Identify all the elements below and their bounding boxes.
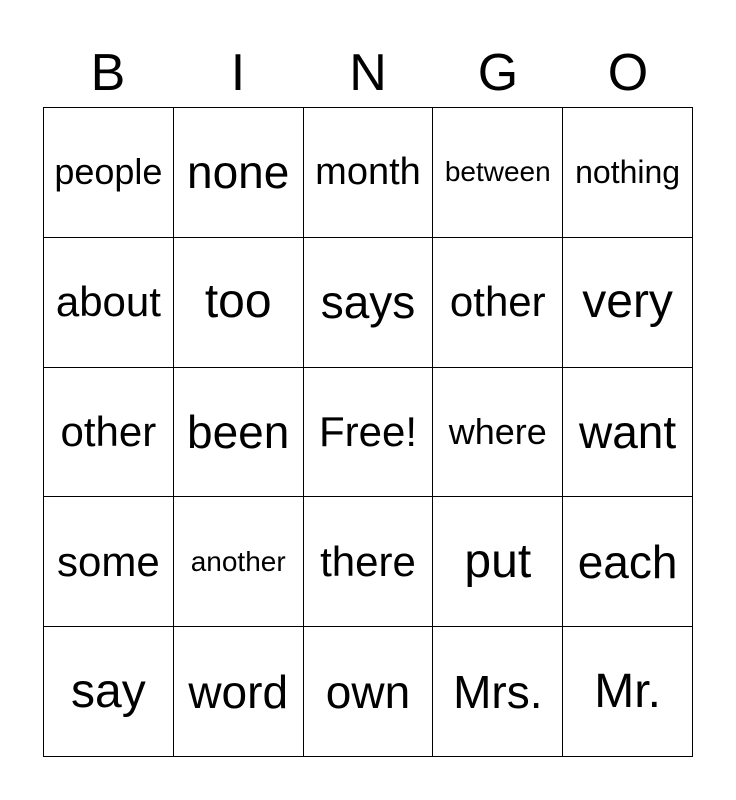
header-letter-b: B [90,44,126,102]
bingo-cell-r2c1[interactable]: about [44,238,174,368]
bingo-cell-r2c5[interactable]: very [563,238,693,368]
bingo-cell-free[interactable]: Free! [304,368,434,498]
bingo-cell-r1c4[interactable]: between [433,108,563,238]
bingo-cell-r1c5[interactable]: nothing [563,108,693,238]
bingo-cell-r3c5[interactable]: want [563,368,693,498]
bingo-cell-r2c4[interactable]: other [433,238,563,368]
bingo-cell-r5c2[interactable]: word [174,627,304,757]
bingo-cell-r5c3[interactable]: own [304,627,434,757]
bingo-cell-r4c3[interactable]: there [304,497,434,627]
bingo-cell-r3c4[interactable]: where [433,368,563,498]
bingo-cell-r2c3[interactable]: says [304,238,434,368]
bingo-cell-r2c2[interactable]: too [174,238,304,368]
bingo-cell-r4c5[interactable]: each [563,497,693,627]
header-letter-o: O [607,44,649,102]
header-letter-i: I [230,44,246,102]
bingo-cell-r3c1[interactable]: other [44,368,174,498]
bingo-cell-r5c4[interactable]: Mrs. [433,627,563,757]
header-letter-n: N [349,44,387,102]
bingo-header [43,40,693,106]
bingo-cell-r5c1[interactable]: say [44,627,174,757]
header-letter-g: G [477,44,519,102]
bingo-cell-r1c2[interactable]: none [174,108,304,238]
bingo-cell-r3c2[interactable]: been [174,368,304,498]
bingo-cell-r4c4[interactable]: put [433,497,563,627]
bingo-board [43,107,693,757]
bingo-cell-r4c2[interactable]: another [174,497,304,627]
bingo-cell-r5c5[interactable]: Mr. [563,627,693,757]
bingo-cell-r1c3[interactable]: month [304,108,434,238]
bingo-cell-r4c1[interactable]: some [44,497,174,627]
bingo-cell-r1c1[interactable]: people [44,108,174,238]
